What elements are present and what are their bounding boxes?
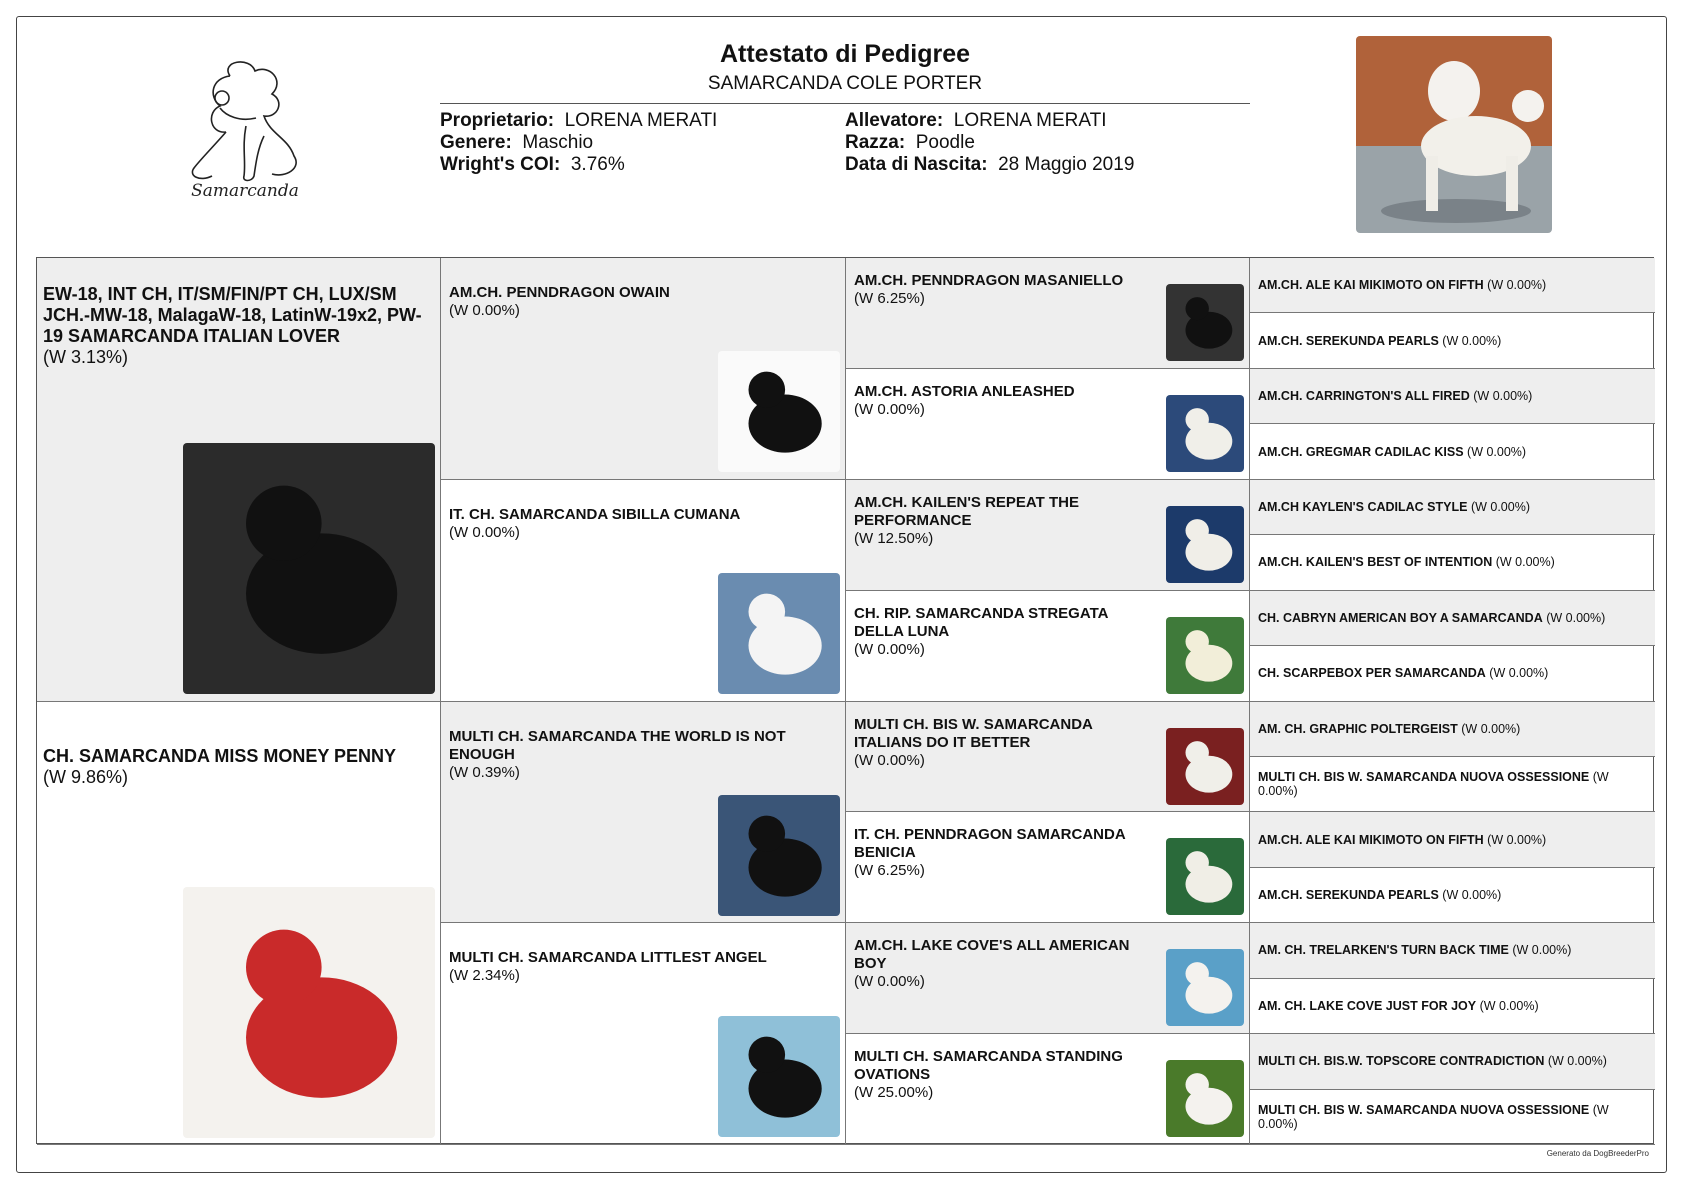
- ancestor-text: [449, 728, 837, 782]
- kennel-logo: [160, 56, 330, 206]
- gen3-photo: [1166, 284, 1244, 361]
- ancestor-coi: (W 0.00%): [854, 751, 925, 769]
- gen3-cell: [846, 923, 1250, 1034]
- ancestor-coi: (W 0.00%): [1467, 444, 1527, 459]
- ancestor-text: [1258, 611, 1605, 625]
- sire-cell: [37, 258, 441, 702]
- ancestor-coi: (W 0.00%): [1473, 389, 1533, 404]
- ancestor-text: [449, 949, 837, 985]
- ancestor-text: [854, 716, 1149, 770]
- gen2-cell: [441, 258, 846, 480]
- ancestor-coi: (W 6.25%): [854, 862, 925, 880]
- dob-label: Data di Nascita:: [845, 154, 988, 175]
- ancestor-coi: (W 12.50%): [854, 529, 934, 547]
- ancestor-coi: (W 0.00%): [854, 640, 925, 658]
- gen3-photo: [1166, 728, 1244, 805]
- dam-photo: [183, 887, 435, 1138]
- ancestor-name: AM.CH KAYLEN'S CADILAC STYLE: [1258, 499, 1468, 514]
- ancestor-text: [854, 383, 1149, 419]
- ancestor-text: [854, 494, 1149, 548]
- poodle-logo-icon: [160, 56, 330, 206]
- ancestor-coi: (W 0.00%): [1546, 610, 1606, 625]
- ancestor-name: AM.CH. ALE KAI MIKIMOTO ON FIFTH: [1258, 278, 1484, 293]
- gen2-cell: [441, 702, 846, 924]
- gen3-cell: [846, 1034, 1250, 1145]
- breeder-value: LORENA MERATI: [953, 110, 1107, 131]
- ancestor-coi: (W 9.86%): [43, 766, 129, 787]
- gen3-photo: [1166, 949, 1244, 1026]
- ancestor-text: [1258, 770, 1647, 798]
- info-left: [440, 110, 717, 176]
- ancestor-coi: (W 0.00%): [854, 973, 925, 991]
- ancestor-name: AM.CH. SEREKUNDA PEARLS: [1258, 333, 1439, 348]
- ancestor-coi: (W 0.00%): [1479, 998, 1539, 1013]
- certificate-header: [440, 40, 1250, 104]
- ancestor-name: AM.CH. CARRINGTON'S ALL FIRED: [1258, 389, 1470, 404]
- logo-text: Samarcanda: [191, 181, 299, 201]
- gen3-cell: [846, 591, 1250, 702]
- ancestor-coi: (W 0.00%): [1489, 666, 1549, 681]
- owner-value: LORENA MERATI: [564, 110, 718, 131]
- ancestor-name: MULTI CH. SAMARCANDA THE WORLD IS NOT ENOUGH: [449, 727, 786, 763]
- gen4-cell: [1250, 1034, 1655, 1089]
- gen4-cell: [1250, 702, 1655, 757]
- ancestor-name: MULTI CH. BIS W. SAMARCANDA NUOVA OSSESSIONE: [1258, 770, 1590, 785]
- generated-by: Generato da DogBreederPro: [1546, 1149, 1649, 1158]
- ancestor-name: AM. CH. GRAPHIC POLTERGEIST: [1258, 721, 1458, 736]
- gen3-cell: [846, 702, 1250, 813]
- ancestor-name: AM.CH. KAILEN'S REPEAT THE PERFORMANCE: [854, 493, 1079, 529]
- ancestor-text: [1258, 888, 1501, 902]
- dog-main-photo: [1356, 36, 1552, 233]
- gen3-photo: [1166, 395, 1244, 472]
- gen3-cell: [846, 369, 1250, 480]
- ancestor-coi: (W 0.00%): [1258, 770, 1609, 799]
- ancestor-name: AM.CH. ALE KAI MIKIMOTO ON FIFTH: [1258, 832, 1484, 847]
- gen4-cell: [1250, 424, 1655, 479]
- dam-cell: [37, 702, 441, 1146]
- gen4-cell: [1250, 1090, 1655, 1145]
- gen2-photo: [718, 1016, 840, 1137]
- ancestor-name: AM.CH. PENNDRAGON OWAIN: [449, 284, 670, 301]
- ancestor-name: CH. CABRYN AMERICAN BOY A SAMARCANDA: [1258, 610, 1543, 625]
- breed-label: Razza:: [845, 132, 906, 153]
- gen4-cell: [1250, 868, 1655, 923]
- gen3-cell: [846, 812, 1250, 923]
- ancestor-coi: (W 0.00%): [1547, 1054, 1607, 1069]
- ancestor-coi: (W 3.13%): [43, 347, 129, 367]
- gen4-cell: [1250, 313, 1655, 368]
- ancestor-text: [1258, 833, 1546, 847]
- gen4-cell: [1250, 480, 1655, 535]
- ancestor-coi: (W 0.00%): [1258, 1102, 1609, 1131]
- gender-label: Genere:: [440, 132, 512, 153]
- ancestor-text: [43, 746, 434, 788]
- dog-name: SAMARCANDA COLE PORTER: [440, 73, 1250, 104]
- gen2-cell: [441, 480, 846, 702]
- gen4-cell: [1250, 757, 1655, 812]
- gen4-cell: [1250, 646, 1655, 701]
- ancestor-text: [854, 826, 1149, 880]
- dob-value: 28 Maggio 2019: [998, 154, 1135, 175]
- gen4-cell: [1250, 979, 1655, 1034]
- ancestor-text: [854, 605, 1149, 659]
- gen2-photo: [718, 573, 840, 694]
- ancestor-text: [1258, 389, 1532, 403]
- breed-value: Poodle: [915, 132, 975, 153]
- ancestor-coi: (W 2.34%): [449, 967, 520, 985]
- ancestor-text: [1258, 555, 1555, 569]
- info-right: [845, 110, 1134, 176]
- ancestor-coi: (W 0.00%): [1461, 721, 1521, 736]
- ancestor-coi: (W 0.00%): [854, 400, 925, 418]
- ancestor-name: CH. SCARPEBOX PER SAMARCANDA: [1258, 666, 1486, 681]
- gen2-photo: [718, 351, 840, 472]
- breeder-label: Allevatore:: [845, 110, 944, 131]
- ancestor-coi: (W 6.25%): [854, 290, 925, 307]
- ancestor-name: AM.CH. ASTORIA ANLEASHED: [854, 382, 1075, 400]
- gen4-cell: [1250, 812, 1655, 867]
- ancestor-coi: (W 0.00%): [1442, 888, 1502, 903]
- coi-value: 3.76%: [570, 154, 625, 175]
- ancestor-text: [1258, 445, 1526, 459]
- ancestor-coi: (W 25.00%): [854, 1084, 934, 1102]
- ancestor-text: [1258, 722, 1520, 736]
- gen3-photo: [1166, 506, 1244, 583]
- gen3-photo: [1166, 838, 1244, 915]
- sire-photo: [183, 443, 435, 694]
- gen2-cell: [441, 923, 846, 1145]
- gen4-cell: [1250, 258, 1655, 313]
- ancestor-name: IT. CH. PENNDRAGON SAMARCANDA BENICIA: [854, 826, 1126, 862]
- ancestor-coi: (W 0.00%): [1495, 555, 1555, 570]
- gender-value: Maschio: [522, 132, 594, 153]
- ancestor-name: AM.CH. KAILEN'S BEST OF INTENTION: [1258, 555, 1493, 570]
- gen4-cell: [1250, 535, 1655, 590]
- gen4-cell: [1250, 369, 1655, 424]
- gen4-cell: [1250, 591, 1655, 646]
- ancestor-name: CH. SAMARCANDA MISS MONEY PENNY: [43, 745, 397, 766]
- gen3-cell: [846, 258, 1250, 369]
- ancestor-text: [854, 1048, 1149, 1102]
- ancestor-text: [1258, 278, 1546, 292]
- ancestor-text: [1258, 1103, 1647, 1131]
- ancestor-name: AM.CH. SEREKUNDA PEARLS: [1258, 888, 1439, 903]
- ancestor-text: [1258, 666, 1548, 680]
- ancestor-text: [854, 272, 1149, 308]
- ancestor-name: AM.CH. LAKE COVE'S ALL AMERICAN BOY: [854, 937, 1130, 973]
- coi-label: Wright's COI:: [440, 154, 561, 175]
- owner-label: Proprietario:: [440, 110, 555, 131]
- ancestor-coi: (W 0.00%): [1470, 499, 1530, 514]
- ancestor-text: [1258, 500, 1530, 514]
- ancestor-text: [1258, 999, 1539, 1013]
- ancestor-name: MULTI CH. SAMARCANDA LITTLEST ANGEL: [449, 949, 767, 967]
- ancestor-text: [449, 284, 837, 320]
- ancestor-text: [1258, 1054, 1607, 1068]
- ancestor-coi: (W 0.00%): [1487, 832, 1547, 847]
- gen4-cell: [1250, 923, 1655, 978]
- ancestor-text: [449, 506, 837, 542]
- ancestor-name: MULTI CH. BIS W. SAMARCANDA NUOVA OSSESSIONE: [1258, 1102, 1590, 1117]
- ancestor-name: IT. CH. SAMARCANDA SIBILLA CUMANA: [449, 505, 741, 523]
- ancestor-coi: (W 0.39%): [449, 763, 520, 781]
- ancestor-name: MULTI CH. BIS.W. TOPSCORE CONTRADICTION: [1258, 1054, 1545, 1069]
- ancestor-name: AM.CH. PENNDRAGON MASANIELLO: [854, 272, 1124, 289]
- ancestor-name: AM. CH. TRELARKEN'S TURN BACK TIME: [1258, 943, 1509, 958]
- ancestor-text: [1258, 943, 1571, 957]
- gen3-photo: [1166, 1060, 1244, 1137]
- pedigree-grid: [36, 257, 1654, 1144]
- ancestor-text: [43, 284, 434, 368]
- ancestor-coi: (W 0.00%): [449, 523, 520, 541]
- ancestor-text: [1258, 334, 1501, 348]
- gen3-cell: [846, 480, 1250, 591]
- ancestor-name: MULTI CH. BIS W. SAMARCANDA ITALIANS DO IT BETTER: [854, 715, 1093, 751]
- ancestor-coi: (W 0.00%): [1512, 943, 1572, 958]
- ancestor-name: EW-18, INT CH, IT/SM/FIN/PT CH, LUX/SM JCH.-MW-18, MalagaW-18, LatinW-19x2, PW-19 SAMARCANDA ITALIAN LOVER: [43, 284, 422, 346]
- ancestor-text: [854, 937, 1149, 991]
- ancestor-coi: (W 0.00%): [449, 302, 520, 319]
- page-title: Attestato di Pedigree: [719, 40, 971, 68]
- ancestor-name: CH. RIP. SAMARCANDA STREGATA DELLA LUNA: [854, 604, 1108, 640]
- gen2-photo: [718, 795, 840, 916]
- ancestor-name: AM.CH. GREGMAR CADILAC KISS: [1258, 444, 1464, 459]
- ancestor-coi: (W 0.00%): [1487, 278, 1547, 293]
- ancestor-name: AM. CH. LAKE COVE JUST FOR JOY: [1258, 998, 1477, 1013]
- gen3-photo: [1166, 617, 1244, 694]
- ancestor-name: MULTI CH. SAMARCANDA STANDING OVATIONS: [854, 1048, 1123, 1084]
- ancestor-coi: (W 0.00%): [1442, 333, 1502, 348]
